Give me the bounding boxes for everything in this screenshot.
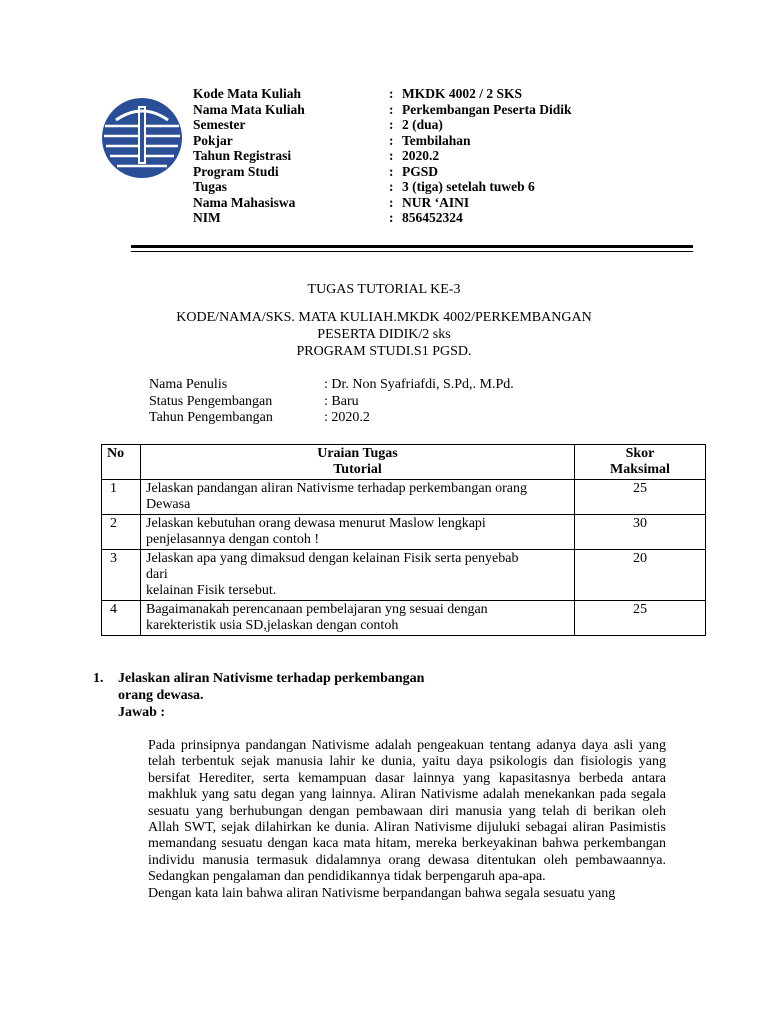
header-uraian	[141, 445, 575, 480]
meta-row-status	[149, 394, 514, 411]
info-row-tahun	[193, 148, 693, 164]
tasks-table	[101, 444, 706, 636]
task-line: dari	[146, 567, 168, 582]
table-header-row	[102, 445, 706, 480]
row-task	[141, 550, 575, 601]
program-title: PROGRAM STUDI.S1 PGSD.	[296, 344, 472, 359]
question-line: orang dewasa.	[118, 688, 204, 703]
answer-paragraph: Dengan kata lain bahwa aliran Nativisme berpandangan bahwa segala sesuatu yang	[148, 885, 616, 901]
info-label: Pokjar	[193, 132, 233, 148]
info-label: Semester	[193, 117, 246, 132]
row-task	[141, 480, 575, 515]
row-score: 20	[575, 550, 706, 601]
meta-value: : 2020.2	[324, 410, 370, 425]
answer-paragraph: Pada prinsipnya pandangan Nativisme adalah pengeakuan tentang adanya daya asli yang telah terbentuk sejak manusia lahir ke dunia, yaitu daya psikologis dan fisiologis yang bersifat Herediter, serta kemampuan dasar lainnya yang kapasitasnya berbeda antara makhluk yang satu degan yang lainnya. Aliran Nativisme adalah menekankan pada segala sesuatu yang berhubungan dengan pembawaan diri manusia yang telah di berikan oleh Allah SWT, sejak dilahirkan ke dunia. Aliran Nativisme dijuluki sebagai aliran Pasimistis memandang sesuatu dengan kaca mata hitam, mereka berkeyakinan bahwa perkembangan individu manusia termasuk didalamnya orang dewasa ditentukan oleh pembawaannya. Sedangkan pengalaman dan pendidikannya tidak berpengaruh apa-apa.	[148, 738, 666, 885]
info-label: Kode Mata Kuliah	[193, 86, 302, 101]
table-row	[102, 550, 706, 601]
info-label: Nama Mata Kuliah	[193, 101, 305, 117]
question-number: 1.	[93, 671, 104, 686]
answer-label: Jawab :	[118, 705, 166, 720]
row-no: 4	[102, 601, 141, 636]
info-value: PGSD	[402, 163, 439, 179]
task-line: kelainan Fisik tersebut.	[146, 583, 277, 598]
info-label: Tugas	[193, 179, 228, 194]
meta-row-tahun	[149, 410, 514, 427]
task-line: Jelaskan pandangan aliran Nativisme terhadap perkembangan orang	[146, 481, 527, 496]
info-value: 3 (tiga) setelah tuweb 6	[402, 179, 535, 194]
course-info	[193, 86, 693, 226]
meta-label: Nama Penulis	[149, 377, 228, 392]
question-line: Jelaskan aliran Nativisme terhadap perkembangan	[118, 671, 425, 686]
info-label: NIM	[193, 210, 221, 225]
university-logo	[100, 96, 184, 180]
table-row	[102, 515, 706, 550]
meta-value: : Baru	[324, 393, 359, 409]
table-row	[102, 480, 706, 515]
row-no: 3	[102, 550, 141, 601]
author-meta	[149, 377, 514, 427]
header-skor	[575, 445, 706, 480]
meta-row-penulis	[149, 377, 514, 394]
task-line: Jelaskan apa yang dimaksud dengan kelainan Fisik serta penyebab	[146, 551, 519, 566]
row-score: 25	[575, 480, 706, 515]
header-uraian-line2: Tutorial	[333, 462, 382, 477]
info-colon: :	[389, 179, 394, 194]
info-colon: :	[389, 194, 394, 210]
meta-value: : Dr. Non Syafriafdi, S.Pd,. M.Pd.	[324, 377, 514, 392]
task-line: karekteristik usia SD,jelaskan dengan contoh	[146, 618, 399, 633]
row-score: 25	[575, 601, 706, 636]
info-colon: :	[389, 117, 394, 132]
meta-label: Status Pengembangan	[149, 393, 273, 409]
question-1	[93, 670, 498, 721]
header-uraian-line1: Uraian Tugas	[317, 446, 398, 461]
info-row-tugas	[193, 179, 693, 195]
question-text	[118, 670, 498, 721]
info-row-prodi	[193, 164, 693, 180]
info-row-semester	[193, 117, 693, 133]
info-label: Tahun Registrasi	[193, 148, 292, 163]
row-score: 30	[575, 515, 706, 550]
info-colon: :	[389, 86, 394, 101]
row-task	[141, 601, 575, 636]
header-divider-thin	[131, 251, 693, 252]
info-colon: :	[389, 148, 394, 163]
header-skor-line1: Skor	[625, 446, 655, 461]
info-value: MKDK 4002 / 2 SKS	[402, 86, 523, 101]
course-title-line2: PESERTA DIDIK/2 sks	[317, 327, 451, 342]
info-value: 2 (dua)	[402, 117, 443, 132]
meta-label: Tahun Pengembangan	[149, 410, 273, 425]
info-colon: :	[389, 163, 394, 179]
answer-body	[148, 738, 666, 902]
row-no: 2	[102, 515, 141, 550]
info-row-nama-mk	[193, 102, 693, 118]
table-row	[102, 601, 706, 636]
info-row-pokjar	[193, 133, 693, 149]
header-divider-thick	[131, 245, 693, 248]
info-row-nim	[193, 210, 693, 226]
header-skor-line2: Maksimal	[610, 462, 670, 477]
info-colon: :	[389, 101, 394, 117]
info-value: Perkembangan Peserta Didik	[402, 101, 572, 117]
info-label: Program Studi	[193, 163, 279, 179]
task-line: penjelasannya dengan contoh !	[146, 532, 319, 547]
info-colon: :	[389, 132, 394, 148]
course-title-line1: KODE/NAMA/SKS. MATA KULIAH.MKDK 4002/PERKEMBANGAN	[176, 310, 592, 325]
row-no: 1	[102, 480, 141, 515]
info-value: 2020.2	[402, 148, 440, 163]
task-line: Bagaimanakah perencanaan pembelajaran yng sesuai dengan	[146, 602, 488, 617]
info-value: 856452324	[402, 210, 463, 225]
info-label: Nama Mahasiswa	[193, 194, 296, 210]
info-value: Tembilahan	[402, 132, 471, 148]
header-no: No	[102, 445, 141, 480]
row-task	[141, 515, 575, 550]
info-value: NUR ‘AINI	[402, 194, 470, 210]
task-line: Dewasa	[146, 497, 191, 512]
info-row-kode	[193, 86, 693, 102]
info-row-mahasiswa	[193, 195, 693, 211]
info-colon: :	[389, 210, 394, 225]
document-title: TUGAS TUTORIAL KE-3	[307, 282, 461, 297]
task-line: Jelaskan kebutuhan orang dewasa menurut Maslow lengkapi	[146, 516, 486, 531]
